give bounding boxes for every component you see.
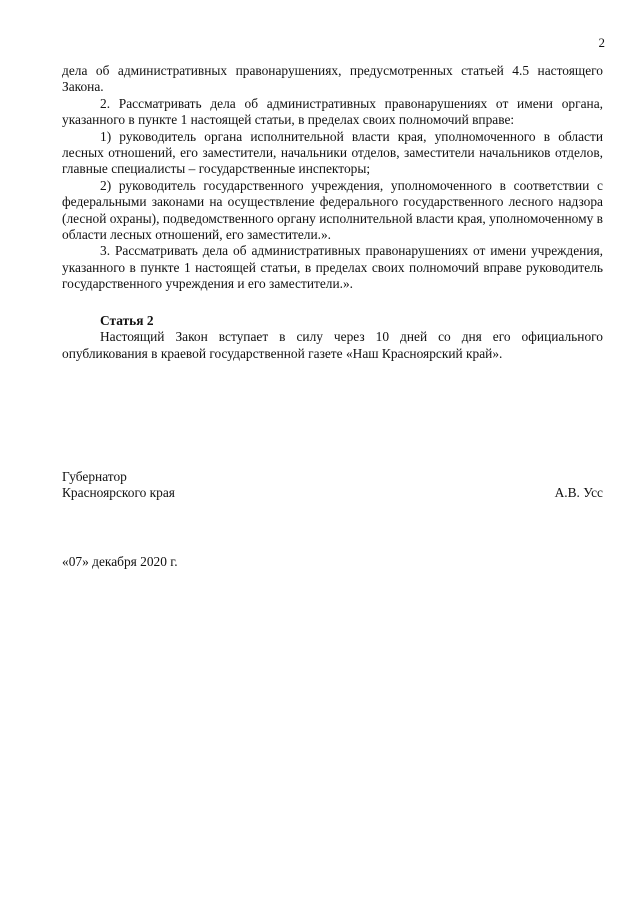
paragraph-item-3: 3. Рассматривать дела об административных правонарушениях от имени учреждения, указанного в пункте 1 настоящей статьи, в пределах своих полномочий вправе руководитель государственного учреждения и его заместители.». xyxy=(62,243,603,292)
paragraph-subitem-1: 1) руководитель органа исполнительной власти края, уполномоченного в области лесных отношений, его заместители, начальники отделов, заместители начальников отделов, главные специалисты – государственные инспекторы; xyxy=(62,128,603,177)
document-date: «07» декабря 2020 г. xyxy=(62,554,178,569)
document-body xyxy=(62,63,603,362)
signature-block xyxy=(62,469,603,502)
signature-title-line1: Губернатор xyxy=(62,469,127,484)
signature-title-line2: Красноярского края xyxy=(62,485,175,501)
signatory-name: А.В. Усс xyxy=(554,485,603,501)
paragraph-continuation: дела об административных правонарушениях, предусмотренных статьей 4.5 настоящего Закона. xyxy=(62,63,603,95)
paragraph-item-2: 2. Рассматривать дела об административных правонарушениях от имени органа, указанного в пункте 1 настоящей статьи, в пределах своих полномочий вправе: xyxy=(62,95,603,128)
page-number: 2 xyxy=(598,35,605,50)
paragraph-subitem-2: 2) руководитель государственного учреждения, уполномоченного в соответствии с федеральными законами на осуществление федерального государственного лесного надзора (лесной охраны), подведомственного органу исполнительной власти края, уполномоченному в области лесных отношений, его заместители.». xyxy=(62,177,603,243)
article-text: Настоящий Закон вступает в силу через 10 дней со дня его официального опубликования в краевой государственной газете «Наш Красноярский край». xyxy=(62,329,603,361)
article-heading: Статья 2 xyxy=(100,312,154,328)
